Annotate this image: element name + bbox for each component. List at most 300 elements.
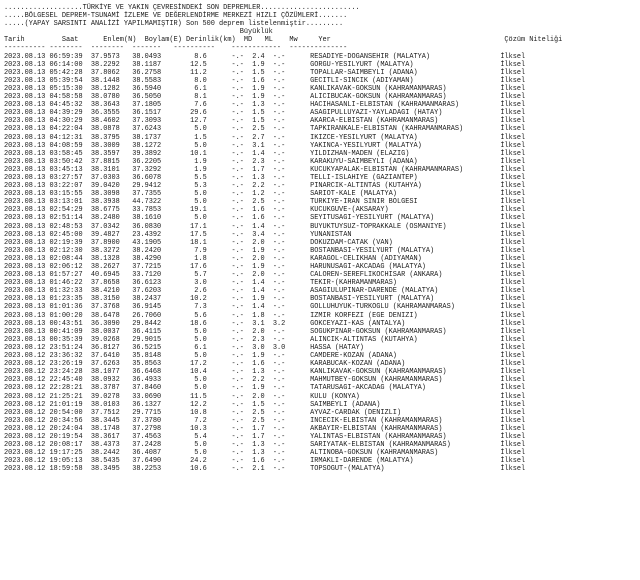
cell-location: TURKIYE-IRAN SINIR BOLGESI xyxy=(310,198,493,207)
cell-lat: 38.1448 xyxy=(90,76,124,85)
cell-lat: 37.9573 xyxy=(90,52,124,61)
cell-lon: 38.2253 xyxy=(132,465,166,474)
table-row xyxy=(4,384,525,392)
cell-location: GORGU-YESILYURT (MALATYA) xyxy=(310,60,493,69)
cell-quality: İlksel xyxy=(500,327,526,336)
cell-md: -.- xyxy=(231,263,244,271)
cell-time: 04:58:58 xyxy=(49,93,83,102)
cell-depth: 17.6 xyxy=(169,263,207,271)
cell-mw: 3.2 xyxy=(272,319,286,328)
cell-date: 2023.08.13 xyxy=(4,222,46,231)
cell-lat: 38.3643 xyxy=(90,101,124,110)
cell-lon: 38.1187 xyxy=(132,60,166,69)
cell-quality: İlksel xyxy=(500,84,526,93)
cell-quality: İlksel xyxy=(500,408,526,417)
cell-md: -.- xyxy=(231,311,244,320)
cell-time: 20:54:00 xyxy=(49,408,83,417)
table-row xyxy=(4,409,525,417)
col-header-depth: Derinlik(km) xyxy=(185,36,240,45)
cell-location: ASAGIPULLUYAZI-YAYLADAGI (HATAY) xyxy=(310,109,493,118)
cell-md: -.- xyxy=(231,165,244,174)
table-row xyxy=(4,433,525,441)
cell-date: 2023.08.13 xyxy=(4,319,46,328)
cell-location: PINARCIK-ALTINTAS (KUTAHYA) xyxy=(310,182,493,191)
cell-quality: İlksel xyxy=(500,222,526,231)
cell-lon: 44.7322 xyxy=(132,198,166,207)
cell-time: 19:17:25 xyxy=(49,449,83,458)
cell-lon: 36.5050 xyxy=(132,93,166,102)
cell-quality: İlksel xyxy=(500,254,526,263)
cell-lat: 37.6263 xyxy=(90,360,124,369)
cell-location: IKIZCE-YESILYURT (MALATYA) xyxy=(310,133,493,142)
cell-md: -.- xyxy=(231,457,244,466)
cell-time: 23:51:24 xyxy=(49,343,83,352)
cell-date: 2023.08.13 xyxy=(4,76,46,85)
col-header-lat: Enlem(N) xyxy=(103,36,141,45)
cell-date: 2023.08.13 xyxy=(4,238,46,247)
cell-depth: 5.0 xyxy=(169,441,207,450)
cell-md: -.- xyxy=(231,68,244,77)
cell-mw: -.- xyxy=(272,125,286,134)
cell-time: 23:26:19 xyxy=(49,360,83,369)
cell-time: 01:23:35 xyxy=(49,295,83,304)
cell-lat: 38.6775 xyxy=(90,206,124,215)
cell-md: -.- xyxy=(231,327,244,336)
cell-date: 2023.08.13 xyxy=(4,93,46,102)
cell-mw: -.- xyxy=(272,441,286,450)
cell-depth: 5.0 xyxy=(169,198,207,207)
table-row xyxy=(4,263,525,271)
cell-time: 23:24:28 xyxy=(49,368,83,377)
cell-time: 01:01:36 xyxy=(49,303,83,312)
cell-lat: 38.4602 xyxy=(90,117,124,126)
cell-lat: 39.0278 xyxy=(90,392,124,401)
cell-md: -.- xyxy=(231,222,244,231)
cell-mw: -.- xyxy=(272,392,286,401)
cell-mw: -.- xyxy=(272,93,286,102)
cell-location: AYVAZ-CARDAK (DENIZLI) xyxy=(310,408,493,417)
cell-depth: 5.0 xyxy=(169,327,207,336)
table-row xyxy=(4,328,525,336)
cell-mw: -.- xyxy=(272,327,286,336)
cell-date: 2023.08.13 xyxy=(4,279,46,288)
cell-depth: 5.0 xyxy=(169,384,207,393)
cell-ml: 2.2 xyxy=(252,376,265,385)
cell-ml: 1.4 xyxy=(252,279,265,288)
cell-depth: 5.0 xyxy=(169,376,207,385)
magnitude-group-label: Büyüklük xyxy=(239,28,273,37)
cell-location: CALOREN-SEREFLIKOCHISAR (ANKARA) xyxy=(310,271,493,280)
table-row xyxy=(4,190,525,198)
cell-location: BUYUKTUYSUZ-TOPRAKKALE (OSMANIYE) xyxy=(310,222,493,231)
table-row xyxy=(4,166,525,174)
cell-quality: İlksel xyxy=(500,384,526,393)
cell-mw: -.- xyxy=(272,271,286,280)
cell-quality: İlksel xyxy=(500,68,526,77)
cell-location: IRMAKLI-DARENDE (MALATYA) xyxy=(310,457,493,466)
table-row xyxy=(4,174,525,182)
cell-lat: 38.3445 xyxy=(90,416,124,425)
cell-date: 2023.08.13 xyxy=(4,125,46,134)
cell-quality: İlksel xyxy=(500,101,526,110)
cell-date: 2023.08.12 xyxy=(4,352,46,361)
cell-md: -.- xyxy=(231,408,244,417)
cell-date: 2023.08.13 xyxy=(4,109,46,118)
cell-lat: 38.3098 xyxy=(90,190,124,199)
cell-quality: İlksel xyxy=(500,424,526,433)
cell-quality: İlksel xyxy=(500,76,526,85)
cell-location: YUNANISTAN xyxy=(310,230,493,239)
cell-lon: 37.2798 xyxy=(132,424,166,433)
cell-md: -.- xyxy=(231,416,244,425)
cell-depth: 10.2 xyxy=(169,295,207,304)
cell-time: 01:00:20 xyxy=(49,311,83,320)
cell-location: KUCUKYAPALAK-ELBISTAN (KAHRAMANMARAS) xyxy=(310,165,493,174)
cell-lat: 38.1328 xyxy=(90,254,124,263)
cell-lon: 37.3780 xyxy=(132,416,166,425)
cell-mw: -.- xyxy=(272,173,286,182)
cell-md: -.- xyxy=(231,60,244,69)
cell-quality: İlksel xyxy=(500,93,526,102)
cell-date: 2023.08.13 xyxy=(4,141,46,150)
cell-md: -.- xyxy=(231,141,244,150)
cell-date: 2023.08.13 xyxy=(4,117,46,126)
cell-time: 03:58:45 xyxy=(49,149,83,158)
cell-depth: 17.1 xyxy=(169,222,207,231)
cell-quality: İlksel xyxy=(500,279,526,288)
cell-date: 2023.08.12 xyxy=(4,408,46,417)
cell-ml: 1.3 xyxy=(252,441,265,450)
cell-date: 2023.08.13 xyxy=(4,230,46,239)
cell-location: GOLLUHUYUK-TURKOGLU (KAHRAMANMARAS) xyxy=(310,303,493,312)
cell-lat: 37.0342 xyxy=(90,222,124,231)
cell-depth: 7.3 xyxy=(169,303,207,312)
cell-location: YILDIZHAN-MADEN (ELAZIG) xyxy=(310,149,493,158)
cell-location: GECITLI-SINCIK (ADIYAMAN) xyxy=(310,76,493,85)
cell-location: TEKIR-(KAHRAMANMARAS) xyxy=(310,279,493,288)
cell-quality: İlksel xyxy=(500,432,526,441)
cell-mw: -.- xyxy=(272,457,286,466)
cell-time: 01:46:22 xyxy=(49,279,83,288)
cell-lat: 38.4373 xyxy=(90,441,124,450)
cell-ml: 2.1 xyxy=(252,465,265,474)
cell-date: 2023.08.12 xyxy=(4,424,46,433)
cell-lon: 37.3093 xyxy=(132,117,166,126)
cell-date: 2023.08.13 xyxy=(4,173,46,182)
cell-depth: 10.6 xyxy=(169,465,207,474)
cell-md: -.- xyxy=(231,101,244,110)
cell-md: -.- xyxy=(231,400,244,409)
cell-quality: İlksel xyxy=(500,246,526,255)
cell-ml: 1.9 xyxy=(252,384,265,393)
cell-lat: 38.3009 xyxy=(90,141,124,150)
cell-md: -.- xyxy=(231,432,244,441)
cell-location: BOSTANBASI-YESILYURT (MALATYA) xyxy=(310,246,493,255)
cell-quality: İlksel xyxy=(500,343,526,352)
cell-date: 2023.08.12 xyxy=(4,360,46,369)
cell-lat: 38.3495 xyxy=(90,465,124,474)
cell-md: -.- xyxy=(231,384,244,393)
cell-depth: 5.6 xyxy=(169,311,207,320)
cell-depth: 10.4 xyxy=(169,368,207,377)
table-row xyxy=(4,344,525,352)
cell-location: TATARUSAGI-AKCADAG (MALATYA) xyxy=(310,384,493,393)
header-separator: ---------- -------- -------- ------- ---------- ------------ -------------- xyxy=(4,44,348,53)
cell-lon: 36.4087 xyxy=(132,449,166,458)
cell-md: -.- xyxy=(231,360,244,369)
cell-mw: 3.0 xyxy=(272,343,286,352)
cell-ml: 1.9 xyxy=(252,295,265,304)
col-header-lon: Boylam(E) xyxy=(144,36,186,45)
cell-lat: 38.3795 xyxy=(90,133,124,142)
cell-date: 2023.08.13 xyxy=(4,101,46,110)
cell-time: 04:45:32 xyxy=(49,101,83,110)
cell-md: -.- xyxy=(231,254,244,263)
cell-time: 01:57:27 xyxy=(49,271,83,280)
cell-md: -.- xyxy=(231,52,244,61)
cell-lat: 37.8658 xyxy=(90,279,124,288)
cell-ml: 2.2 xyxy=(252,182,265,191)
cell-lat: 38.1077 xyxy=(90,368,124,377)
col-header-quality: Çözüm Niteliği xyxy=(504,36,563,45)
cell-date: 2023.08.13 xyxy=(4,149,46,158)
cell-location: SARIYATAK-ELBISTAN (KAHRAMANMARAS) xyxy=(310,441,493,450)
col-header-time: Saat xyxy=(61,36,91,45)
cell-md: -.- xyxy=(231,206,244,215)
cell-ml: 1.9 xyxy=(252,84,265,93)
cell-md: -.- xyxy=(231,93,244,102)
cell-time: 00:41:09 xyxy=(49,327,83,336)
cell-depth: 12.7 xyxy=(169,117,207,126)
cell-ml: 1.3 xyxy=(252,449,265,458)
cell-date: 2023.08.12 xyxy=(4,376,46,385)
cell-depth: 10.3 xyxy=(169,424,207,433)
cell-depth: 1.8 xyxy=(169,254,207,263)
cell-ml: 1.9 xyxy=(252,263,265,271)
cell-time: 04:39:29 xyxy=(49,109,83,118)
cell-date: 2023.08.13 xyxy=(4,335,46,344)
cell-mw: -.- xyxy=(272,238,286,247)
cell-time: 05:39:54 xyxy=(49,76,83,85)
cell-depth: 2.6 xyxy=(169,287,207,296)
cell-depth: 17.5 xyxy=(169,230,207,239)
table-row xyxy=(4,142,525,150)
cell-mw: -.- xyxy=(272,214,286,223)
cell-time: 23:36:32 xyxy=(49,352,83,361)
cell-ml: 1.7 xyxy=(252,424,265,433)
cell-md: -.- xyxy=(231,230,244,239)
cell-lon: 37.6490 xyxy=(132,457,166,466)
cell-mw: -.- xyxy=(272,263,286,271)
cell-ml: 1.3 xyxy=(252,368,265,377)
cell-md: -.- xyxy=(231,109,244,118)
cell-ml: 3.1 xyxy=(252,319,265,328)
cell-lon: 38.1610 xyxy=(132,214,166,223)
cell-depth: 29.6 xyxy=(169,109,207,118)
cell-lon: 33.7853 xyxy=(132,206,166,215)
cell-depth: 5.3 xyxy=(169,182,207,191)
cell-lon: 36.5215 xyxy=(132,343,166,352)
cell-quality: İlksel xyxy=(500,295,526,304)
cell-date: 2023.08.13 xyxy=(4,311,46,320)
cell-md: -.- xyxy=(231,271,244,280)
cell-lat: 36.8127 xyxy=(90,343,124,352)
cell-depth: 5.0 xyxy=(169,214,207,223)
cell-quality: İlksel xyxy=(500,214,526,223)
table-row xyxy=(4,101,525,109)
cell-lon: 38.2437 xyxy=(132,295,166,304)
cell-location: YALINTAS-ELBISTAN (KAHRAMANMARAS) xyxy=(310,432,493,441)
cell-md: -.- xyxy=(231,84,244,93)
cell-md: -.- xyxy=(231,295,244,304)
cell-md: -.- xyxy=(231,287,244,296)
cell-quality: İlksel xyxy=(500,303,526,312)
cell-date: 2023.08.13 xyxy=(4,327,46,336)
cell-lat: 39.0268 xyxy=(90,335,124,344)
cell-mw: -.- xyxy=(272,449,286,458)
cell-mw: -.- xyxy=(272,109,286,118)
cell-mw: -.- xyxy=(272,60,286,69)
cell-lon: 33.7120 xyxy=(132,271,166,280)
cell-lat: 38.2627 xyxy=(90,263,124,271)
cell-lon: 35.8148 xyxy=(132,352,166,361)
cell-lon: 29.9412 xyxy=(132,182,166,191)
cell-date: 2023.08.12 xyxy=(4,416,46,425)
cell-time: 01:32:33 xyxy=(49,287,83,296)
cell-md: -.- xyxy=(231,76,244,85)
cell-lon: 23.4392 xyxy=(132,230,166,239)
cell-depth: 17.2 xyxy=(169,360,207,369)
cell-md: -.- xyxy=(231,368,244,377)
cell-location: AKBAYIR-ELBISTAN (KAHRAMANMARAS) xyxy=(310,424,493,433)
cell-lon: 26.7060 xyxy=(132,311,166,320)
cell-md: -.- xyxy=(231,125,244,134)
cell-date: 2023.08.13 xyxy=(4,68,46,77)
cell-date: 2023.08.12 xyxy=(4,457,46,466)
cell-ml: 1.6 xyxy=(252,457,265,466)
col-header-ml: ML xyxy=(264,36,290,45)
cell-ml: 1.6 xyxy=(252,214,265,223)
cell-date: 2023.08.13 xyxy=(4,165,46,174)
cell-lat: 38.0780 xyxy=(90,93,124,102)
cell-date: 2023.08.13 xyxy=(4,206,46,215)
cell-lon: 36.9145 xyxy=(132,303,166,312)
cell-date: 2023.08.13 xyxy=(4,60,46,69)
cell-mw: -.- xyxy=(272,76,286,85)
cell-location: MAHMUTBEY-GOKSUN (KAHRAMANMARAS) xyxy=(310,376,493,385)
cell-ml: 2.5 xyxy=(252,125,265,134)
cell-lon: 36.2205 xyxy=(132,157,166,166)
cell-depth: 5.4 xyxy=(169,432,207,441)
cell-depth: 8.6 xyxy=(169,52,207,61)
cell-lat: 36.3555 xyxy=(90,109,124,118)
cell-date: 2023.08.13 xyxy=(4,287,46,296)
cell-lon: 37.6203 xyxy=(132,287,166,296)
cell-mw: -.- xyxy=(272,295,286,304)
cell-lon: 36.5940 xyxy=(132,84,166,93)
cell-mw: -.- xyxy=(272,311,286,320)
cell-quality: İlksel xyxy=(500,206,526,215)
cell-depth: 1.9 xyxy=(169,157,207,166)
col-header-mw: Mw xyxy=(289,36,306,45)
cell-ml: 3.0 xyxy=(252,343,265,352)
cell-time: 03:45:13 xyxy=(49,165,83,174)
cell-quality: İlksel xyxy=(500,173,526,182)
cell-lat: 36.3090 xyxy=(90,319,124,328)
cell-quality: İlksel xyxy=(500,198,526,207)
cell-quality: İlksel xyxy=(500,360,526,369)
cell-md: -.- xyxy=(231,157,244,166)
cell-quality: İlksel xyxy=(500,157,526,166)
cell-mw: -.- xyxy=(272,254,286,263)
cell-quality: İlksel xyxy=(500,133,526,142)
cell-lat: 39.4827 xyxy=(90,230,124,239)
cell-ml: 2.0 xyxy=(252,392,265,401)
cell-time: 02:12:30 xyxy=(49,246,83,255)
cell-quality: İlksel xyxy=(500,230,526,239)
cell-md: -.- xyxy=(231,335,244,344)
cell-lat: 38.3617 xyxy=(90,432,124,441)
cell-mw: -.- xyxy=(272,165,286,174)
cell-lat: 38.2292 xyxy=(90,60,124,69)
cell-depth: 5.0 xyxy=(169,125,207,134)
cell-lon: 36.0830 xyxy=(132,222,166,231)
cell-lat: 38.0932 xyxy=(90,376,124,385)
cell-lon: 37.3292 xyxy=(132,165,166,174)
table-row xyxy=(4,393,525,401)
cell-mw: -.- xyxy=(272,416,286,425)
cell-quality: İlksel xyxy=(500,416,526,425)
cell-mw: -.- xyxy=(272,101,286,110)
cell-time: 02:45:00 xyxy=(49,230,83,239)
cell-location: RESADIYE-DOGANSEHIR (MALATYA) xyxy=(310,52,493,61)
cell-time: 03:22:07 xyxy=(49,182,83,191)
cell-location: CAMDERE-KOZAN (ADANA) xyxy=(310,352,493,361)
cell-lat: 38.3787 xyxy=(90,384,124,393)
cell-md: -.- xyxy=(231,198,244,207)
table-row xyxy=(4,125,525,133)
cell-date: 2023.08.13 xyxy=(4,133,46,142)
cell-location: SAIMBEYLI (ADANA) xyxy=(310,400,493,409)
cell-lat: 38.0037 xyxy=(90,327,124,336)
cell-depth: 24.2 xyxy=(169,457,207,466)
cell-lon: 37.6243 xyxy=(132,125,166,134)
cell-location: KARAKUYU-SAIMBEYLI (ADANA) xyxy=(310,157,493,166)
cell-md: -.- xyxy=(231,441,244,450)
cell-ml: 1.9 xyxy=(252,352,265,361)
cell-ml: 1.5 xyxy=(252,400,265,409)
cell-date: 2023.08.13 xyxy=(4,263,46,271)
cell-ml: 2.7 xyxy=(252,133,265,142)
cell-md: -.- xyxy=(231,173,244,182)
cell-lat: 39.0420 xyxy=(90,182,124,191)
cell-time: 19:05:13 xyxy=(49,457,83,466)
cell-date: 2023.08.12 xyxy=(4,465,46,474)
cell-location: SEYITUSAGI-YESILYURT (MALATYA) xyxy=(310,214,493,223)
cell-quality: İlksel xyxy=(500,449,526,458)
cell-location: KARABUCAK-KOZAN (ADANA) xyxy=(310,360,493,369)
cell-location: INCECIK-ELBISTAN (KAHRAMANMARAS) xyxy=(310,416,493,425)
cell-lon: 38.2420 xyxy=(132,246,166,255)
cell-time: 21:01:19 xyxy=(49,400,83,409)
cell-lat: 38.5435 xyxy=(90,457,124,466)
cell-lon: 36.6123 xyxy=(132,279,166,288)
cell-time: 03:13:01 xyxy=(49,198,83,207)
table-row xyxy=(4,158,525,166)
cell-depth: 8.1 xyxy=(169,93,207,102)
cell-lon: 36.2758 xyxy=(132,68,166,77)
cell-quality: İlksel xyxy=(500,376,526,385)
